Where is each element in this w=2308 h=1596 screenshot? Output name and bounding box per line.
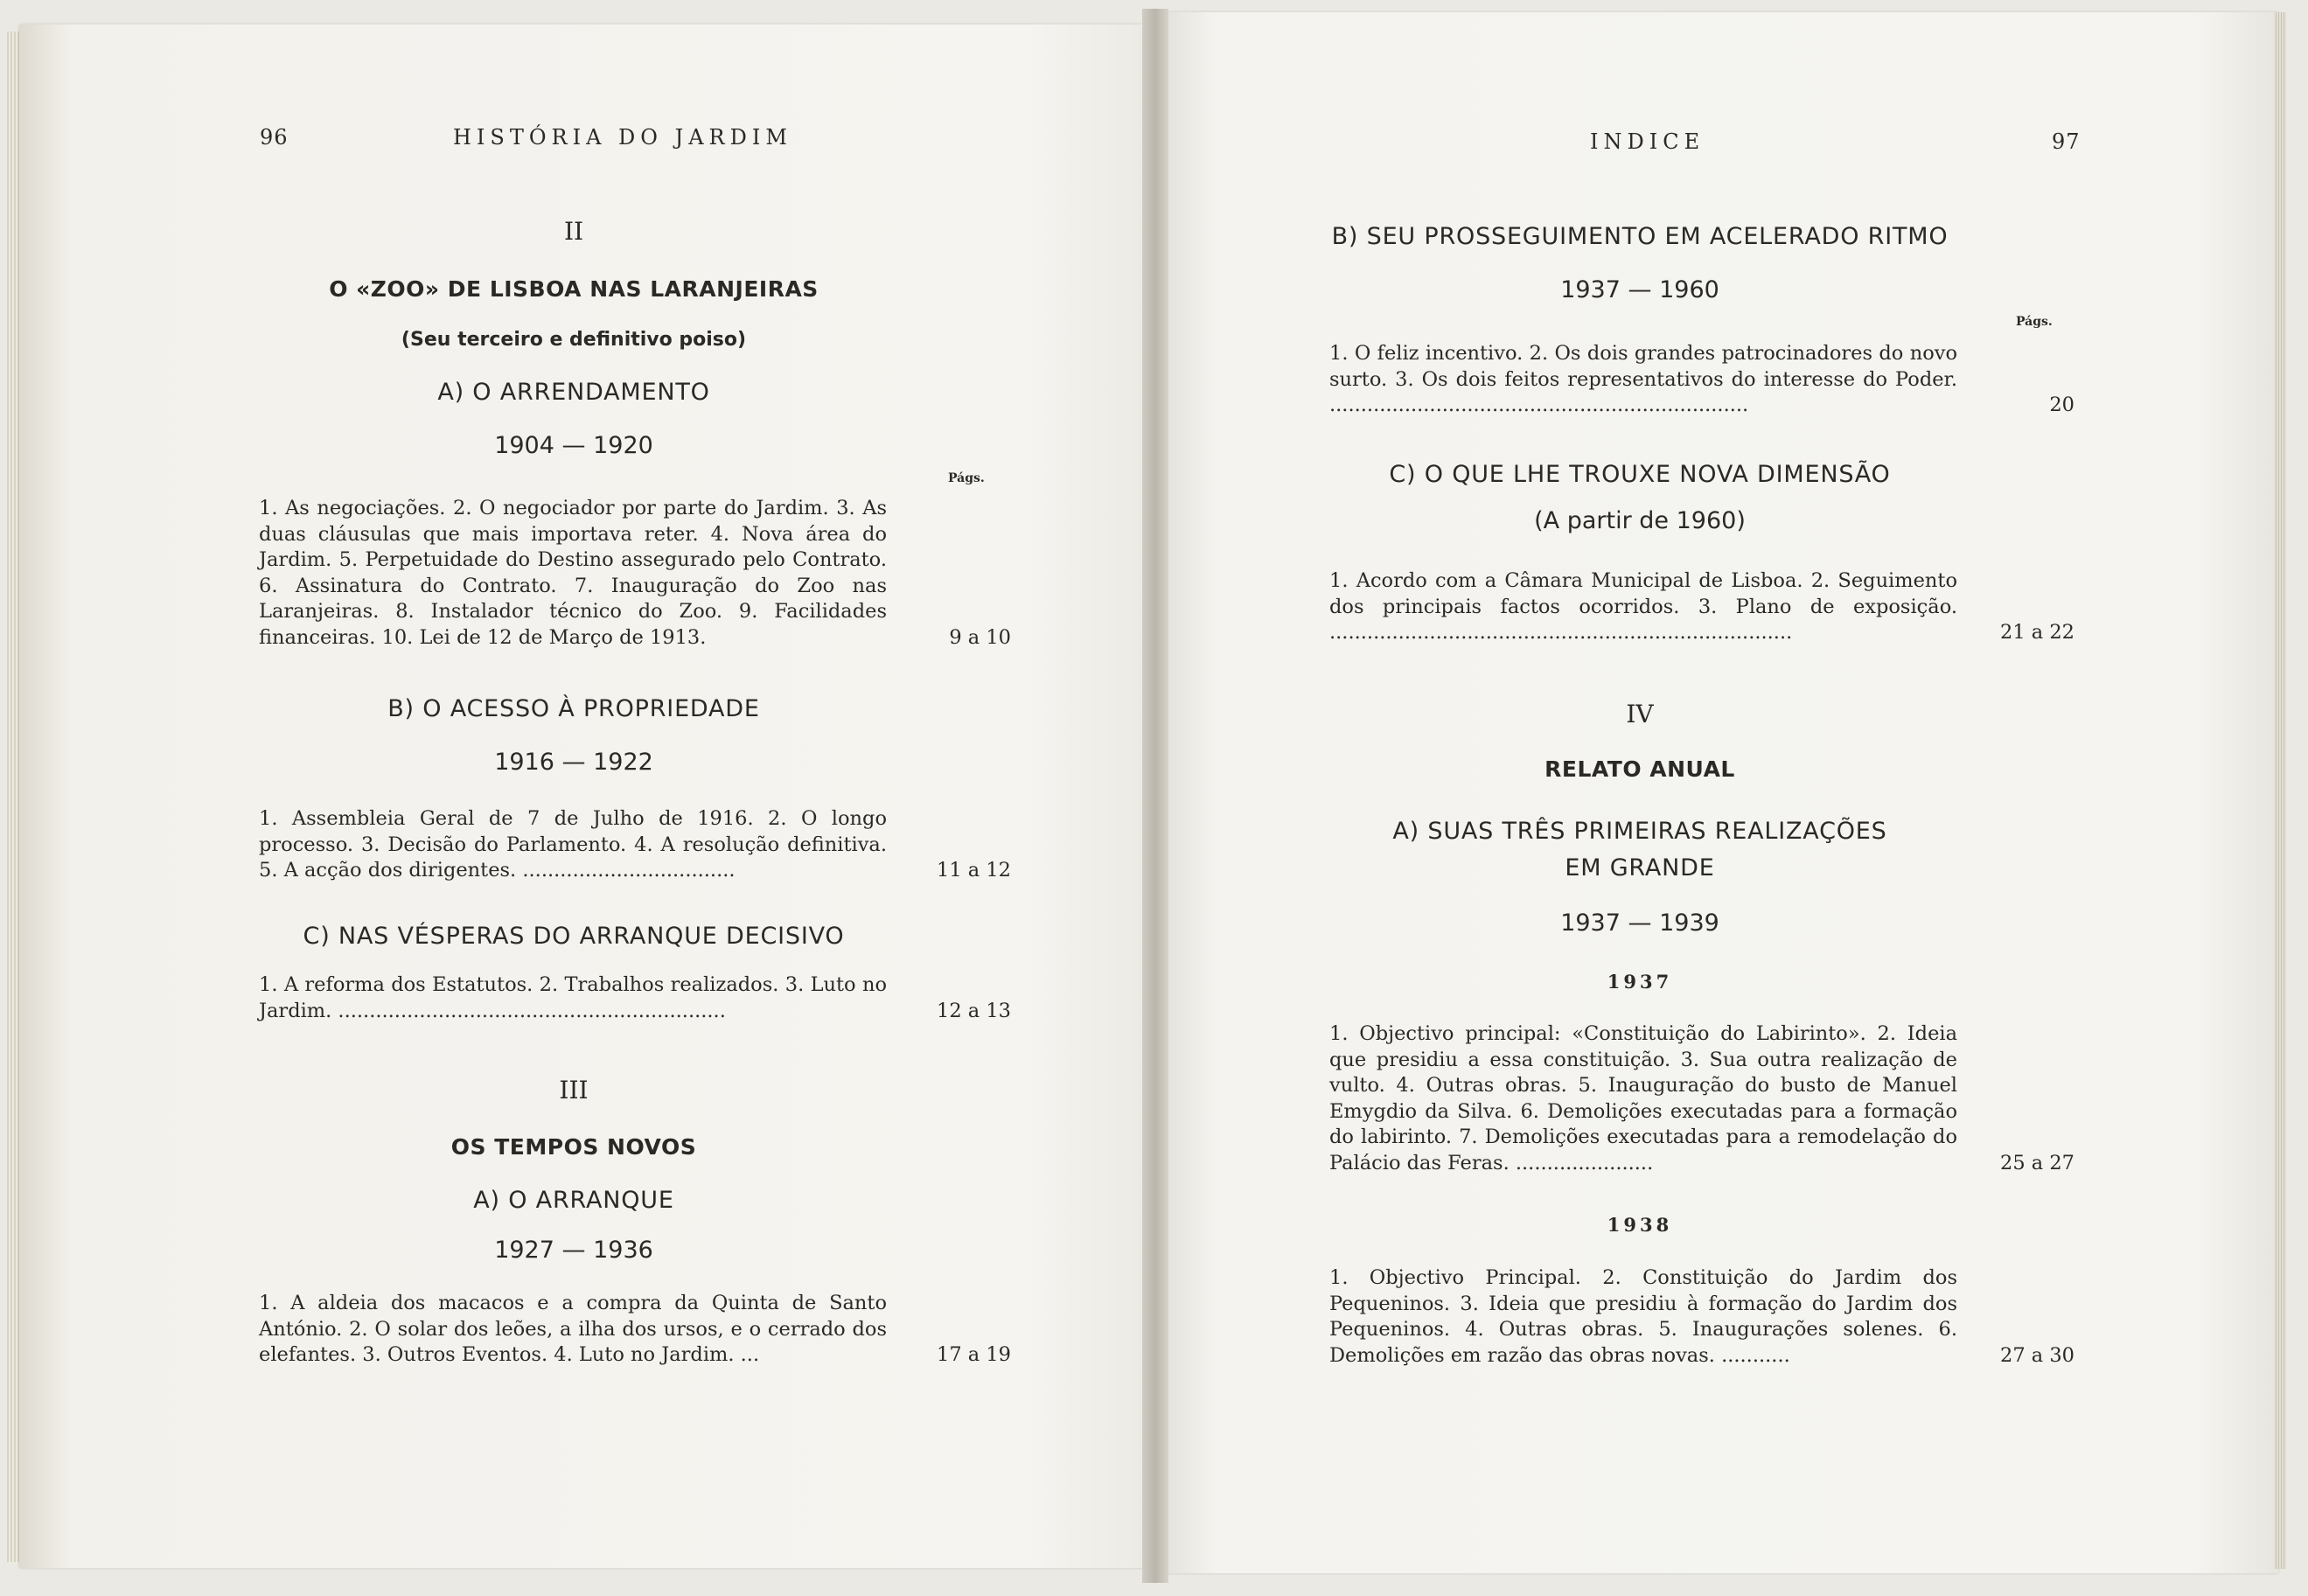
section-heading: A) O ARRENDAMENTO	[437, 379, 710, 406]
toc-entry-pages: 12 a 13	[937, 999, 1011, 1022]
pages-column-label: Págs.	[948, 471, 985, 485]
toc-entry	[1329, 1265, 2074, 1369]
section-years: 1937 — 1939	[1560, 910, 1719, 937]
part-iv-numeral: IV	[1626, 700, 1654, 728]
section-years: 1927 — 1936	[494, 1237, 653, 1264]
book-gutter	[1142, 9, 1168, 1583]
part-iii-numeral: III	[559, 1076, 589, 1105]
section-heading: B) SEU PROSSEGUIMENTO EM ACELERADO RITMO	[1331, 223, 1949, 250]
section-heading-line: EM GRANDE	[1565, 854, 1715, 882]
part-iv-title: RELATO ANUAL	[1544, 756, 1735, 782]
page-number-right: 97	[2052, 129, 2081, 154]
toc-entry-pages: 25 a 27	[2000, 1151, 2074, 1174]
section-years: 1916 — 1922	[494, 749, 653, 776]
section-heading: C) O QUE LHE TROUXE NOVA DIMENSÃO	[1389, 461, 1891, 488]
section-heading: A) O ARRANQUE	[473, 1187, 674, 1214]
section-heading: C) NAS VÉSPERAS DO ARRANQUE DECISIVO	[303, 923, 845, 950]
toc-entry-text: 1. Objectivo principal: «Constituição do Labirinto». 2. Ideia que presidiu a essa constituição. 3. Sua outra realização de vulto. 4. Outras obras. 5. Inauguração do busto de Manuel Emygdio da Silva. 6. Demolições executadas para a formação do labirinto. 7. Demolições executadas para a remodelação do Palácio das Feras. ......................	[1329, 1022, 1957, 1174]
toc-entry-pages: 21 a 22	[2000, 621, 2074, 644]
section-heading-line: A) SUAS TRÊS PRIMEIRAS REALIZAÇÕES	[1392, 818, 1887, 845]
page-edges-right	[2274, 12, 2286, 1569]
page-number-left: 96	[260, 125, 289, 150]
toc-entry-pages: 20	[2049, 394, 2074, 416]
toc-entry	[1329, 1021, 2074, 1176]
toc-entry-text: 1. Objectivo Principal. 2. Constituição do Jardim dos Pequeninos. 3. Ideia que presidiu à formação do Jardim dos Pequeninos. 4. Outras obras. 5. Inaugurações solenes. 6. Demolições em razão das obras novas. ...........	[1329, 1266, 1957, 1367]
year-subheading: 1937	[1607, 971, 1673, 993]
part-ii-subtitle: (Seu terceiro e definitivo poiso)	[401, 329, 747, 351]
section-years: (A partir de 1960)	[1534, 507, 1746, 534]
running-head-right: INDICE	[1590, 129, 1705, 154]
toc-entry	[259, 972, 1011, 1024]
toc-entry	[1329, 568, 2074, 646]
part-iii-title: OS TEMPOS NOVOS	[450, 1134, 697, 1160]
toc-entry	[259, 496, 1011, 651]
toc-entry-text: 1. A reforma dos Estatutos. 2. Trabalhos realizados. 3. Luto no Jardim. ..............................................................	[259, 973, 887, 1022]
toc-entry-text: 1. Assembleia Geral de 7 de Julho de 1916. 2. O longo processo. 3. Decisão do Parlamento. 4. A resolução definitiva. 5. A acção dos dirigentes. ..................................	[259, 807, 887, 882]
toc-entry	[1329, 341, 2074, 419]
section-years: 1937 — 1960	[1560, 276, 1719, 303]
toc-entry-text: 1. As negociações. 2. O negociador por parte do Jardim. 3. As duas cláusulas que mais importava reter. 4. Nova área do Jardim. 5. Perpetuidade do Destino assegurado pelo Contrato. 6. Assinatura do Contrato. 7. Inauguração do Zoo nas Laranjeiras. 8. Instalador técnico do Zoo. 9. Facilidades financeiras. 10. Lei de 12 de Março de 1913.	[259, 497, 887, 649]
section-heading: B) O ACESSO À PROPRIEDADE	[387, 695, 760, 722]
running-head-left: HISTÓRIA DO JARDIM	[453, 125, 792, 150]
section-heading	[1268, 813, 2012, 887]
toc-entry-pages: 17 a 19	[937, 1343, 1011, 1366]
toc-entry-text: 1. A aldeia dos macacos e a compra da Quinta de Santo António. 2. O solar dos leões, a ilha dos ursos, e o cerrado dos elefantes. 3. Outros Eventos. 4. Luto no Jardim. ...	[259, 1292, 887, 1366]
section-years: 1904 — 1920	[494, 432, 653, 459]
toc-entry-pages: 27 a 30	[2000, 1343, 2074, 1367]
toc-entry-pages: 9 a 10	[949, 625, 1011, 649]
toc-entry	[259, 1291, 1011, 1369]
part-ii-title: O «ZOO» DE LISBOA NAS LARANJEIRAS	[329, 276, 819, 302]
year-subheading: 1938	[1607, 1214, 1673, 1236]
toc-entry-text: 1. Acordo com a Câmara Municipal de Lisboa. 2. Seguimento dos principais factos ocorridos. 3. Plano de exposição. ..........................................................................	[1329, 569, 1957, 644]
part-ii-numeral: II	[563, 217, 584, 246]
toc-entry	[259, 806, 1011, 884]
toc-entry-text: 1. O feliz incentivo. 2. Os dois grandes patrocinadores do novo surto. 3. Os dois feitos representativos do interesse do Poder. ...................................................................	[1329, 342, 1957, 416]
toc-entry-pages: 11 a 12	[937, 859, 1011, 882]
pages-column-label: Págs.	[2016, 315, 2053, 329]
